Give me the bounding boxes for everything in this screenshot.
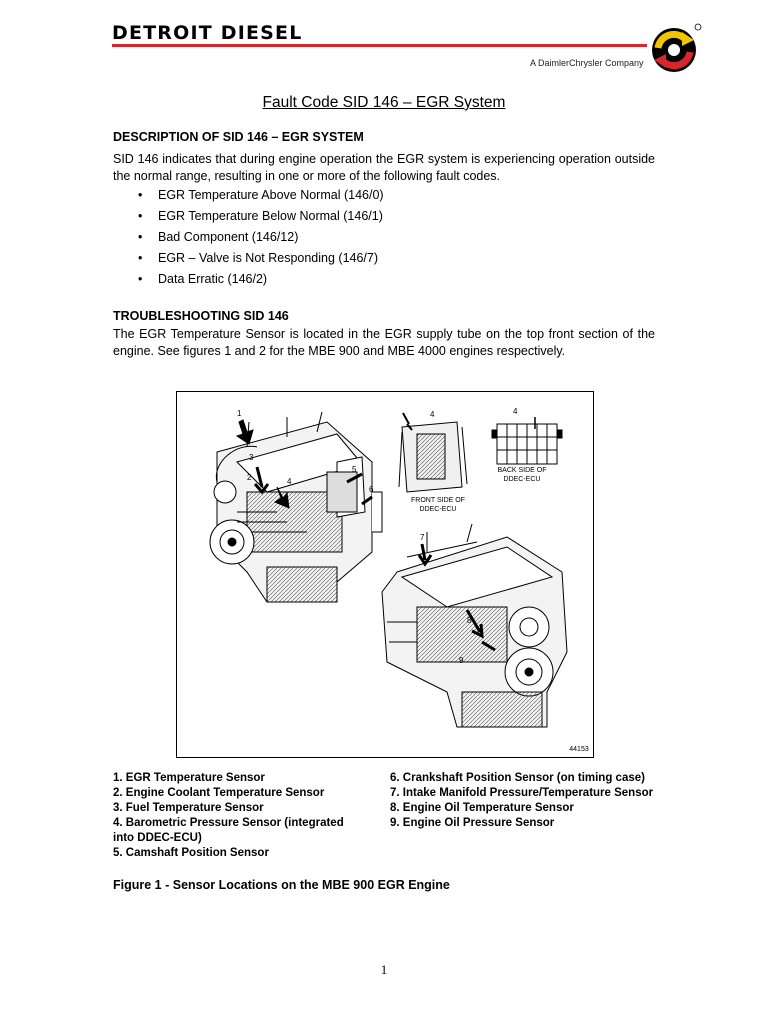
brand-tagline: A DaimlerChrysler Company <box>530 58 644 68</box>
figure-id: 44153 <box>569 746 589 753</box>
detroit-diesel-logo-icon <box>648 20 704 76</box>
list-item: • EGR – Valve is Not Responding (146/7) <box>138 248 384 269</box>
callout-1: 1 <box>237 409 242 418</box>
fault-code-list <box>138 185 384 290</box>
list-item: • Bad Component (146/12) <box>138 227 384 248</box>
engine-drawing-left <box>210 412 382 602</box>
ecu-back-drawing <box>492 424 562 464</box>
figure-caption: Figure 1 - Sensor Locations on the MBE 900 EGR Engine <box>113 878 450 892</box>
callout-8: 8 <box>467 616 472 625</box>
page-number: 1 <box>380 962 388 977</box>
legend-item: 5. Camshaft Position Sensor <box>113 847 269 859</box>
ecu-back-callout: 4 <box>513 407 518 416</box>
callout-3: 3 <box>249 453 254 462</box>
ecu-front-label: FRONT SIDE OF <box>411 497 465 504</box>
page-title: Fault Code SID 146 – EGR System <box>262 94 506 111</box>
troubleshooting-text: The EGR Temperature Sensor is located in the EGR supply tube on the top front section of the engine. See figures 1 and 2 for the MBE 900 and MBE 4000 engines respectively. <box>113 327 655 358</box>
legend-item: 6. Crankshaft Position Sensor (on timing case) <box>390 772 645 784</box>
engine-figure <box>176 391 594 758</box>
legend-item: 9. Engine Oil Pressure Sensor <box>390 817 555 829</box>
ecu-front-label: DDEC-ECU <box>419 506 457 513</box>
troubleshooting-heading: TROUBLESHOOTING SID 146 <box>113 309 289 323</box>
header-rule <box>112 44 647 47</box>
list-item: • EGR Temperature Below Normal (146/1) <box>138 206 384 227</box>
callout-6: 6 <box>369 485 374 494</box>
ecu-front-drawing <box>399 422 467 492</box>
legend-item: 4. Barometric Pressure Sensor (integrated <box>113 817 344 829</box>
ecu-back-label: DDEC-ECU <box>503 476 541 483</box>
legend-item: 8. Engine Oil Temperature Sensor <box>390 802 574 814</box>
list-item: • Data Erratic (146/2) <box>138 269 384 290</box>
description-heading: DESCRIPTION OF SID 146 – EGR SYSTEM <box>113 130 364 144</box>
legend-right <box>390 771 653 831</box>
brand-name: DETROIT DIESEL <box>112 22 303 44</box>
description-text: SID 146 indicates that during engine operation the EGR system is experiencing operation outside the normal range, resulting in one or more of the following fault codes. <box>113 152 655 183</box>
engine-diagram <box>177 392 593 757</box>
callout-2: 2 <box>247 473 252 482</box>
legend-left <box>113 771 344 861</box>
callout-9: 9 <box>459 656 464 665</box>
callout-7: 7 <box>420 533 425 542</box>
ecu-front-callout: 4 <box>430 410 435 419</box>
callout-4: 4 <box>287 477 292 486</box>
legend-item: 1. EGR Temperature Sensor <box>113 772 265 784</box>
ecu-back-label: BACK SIDE OF <box>497 467 547 474</box>
list-item: • EGR Temperature Above Normal (146/0) <box>138 185 384 206</box>
legend-item: into DDEC-ECU) <box>113 832 202 844</box>
legend-item: 3. Fuel Temperature Sensor <box>113 802 264 814</box>
legend-item: 2. Engine Coolant Temperature Sensor <box>113 787 325 799</box>
callout-5: 5 <box>352 465 357 474</box>
legend-item: 7. Intake Manifold Pressure/Temperature Sensor <box>390 787 654 799</box>
